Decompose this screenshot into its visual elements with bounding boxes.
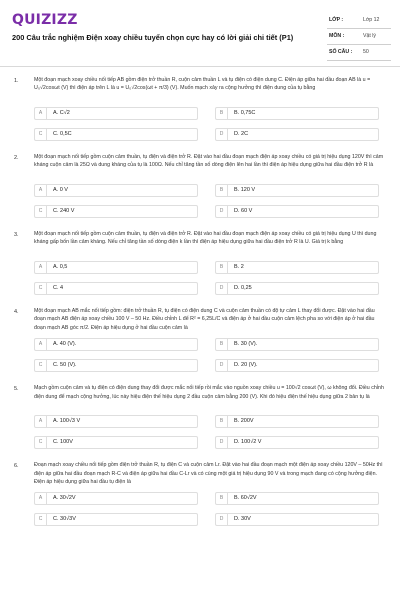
quizizz-logo: QUIZIZZ <box>12 12 78 28</box>
option-b[interactable] <box>215 338 379 351</box>
option-letter: D <box>216 206 228 217</box>
option-text: B. 120 V <box>234 187 256 193</box>
meta-row-grade <box>327 13 391 29</box>
meta-row-subject <box>327 29 391 45</box>
option-letter: A <box>35 108 47 119</box>
question-number: 4. <box>14 309 19 315</box>
option-b[interactable] <box>215 184 379 197</box>
option-b[interactable] <box>215 261 379 274</box>
option-text: C. 0,5C <box>53 131 72 137</box>
meta-value: Lớp 12 <box>363 17 380 23</box>
option-text: A. 40 (V). <box>53 341 77 348</box>
option-letter: C <box>35 514 47 525</box>
question-5 <box>0 384 400 451</box>
meta-row-question-count <box>327 45 391 61</box>
option-text: A. 0,5 <box>53 264 68 270</box>
meta-key: SỐ CÂU : <box>329 49 353 55</box>
question-number: 6. <box>14 463 19 470</box>
option-text: D. 20 (V). <box>234 362 258 369</box>
question-3 <box>0 230 400 297</box>
option-text: D. 0,25 <box>234 285 252 291</box>
answer-options <box>0 107 400 143</box>
option-letter: B <box>216 416 228 427</box>
option-letter: B <box>216 185 228 196</box>
answer-options <box>0 492 400 528</box>
option-text: B. 200V <box>234 418 254 425</box>
option-text: D. 2C <box>234 131 249 137</box>
question-6 <box>0 461 400 528</box>
answer-options <box>0 261 400 297</box>
option-letter: C <box>35 360 47 371</box>
option-text: D. 30V <box>234 516 251 523</box>
question-number: 3. <box>14 232 19 238</box>
option-c[interactable] <box>34 513 198 526</box>
option-d[interactable] <box>215 205 379 218</box>
page-header <box>0 0 400 62</box>
option-text: C. 100V <box>53 439 73 446</box>
answer-options <box>0 184 400 220</box>
question-number: 1. <box>14 78 19 84</box>
option-letter: C <box>35 129 47 140</box>
question-text: Mạch gồm cuộn cảm và tụ điện có điện dung thay đổi được mắc nối tiếp rồi mắc vào nguồn xoay chiều u = 100√2 cosωt (V), ω không đổi. Điều chỉnh điện dung để mạch cộng hưởng, lúc này hiệu điện thế hiệu dụng 2 đầu cuộn cảm bằng 200 (V). Khi đó hiệu điện thế hiệu dụng giữa 2 bản tụ là <box>34 385 384 400</box>
option-d[interactable] <box>215 513 379 526</box>
option-text: D. 60 V <box>234 208 253 214</box>
option-text: C. 240 V <box>53 208 75 214</box>
option-letter: B <box>216 339 228 350</box>
option-text: B. 0,75C <box>234 110 256 116</box>
option-letter: A <box>35 185 47 196</box>
option-a[interactable] <box>34 261 198 274</box>
question-text: Một đoạn mạch xoay chiều nối tiếp AB gồm điện trở thuần R, cuộn cảm thuần L và tụ điện có điện dung C. Điện áp giữa hai đầu đoạn AB là u = U₀√2cosωt (V) thì điện áp trên L là u = U₀√2cos(ωt + π/3) (V). Muốn mạch xảy ra cộng hưởng thì điện dung của tụ bằng <box>34 77 371 92</box>
meta-key: MÔN : <box>329 33 345 39</box>
option-text: B. 2 <box>234 264 244 270</box>
page-title: 200 Câu trắc nghiệm Điện xoay chiều tuyển chọn cực hay có lời giải chi tiết (P1) <box>12 33 294 42</box>
question-text: Một đoạn mạch nối tiếp gồm cuộn cảm thuần, tụ điện và điện trở R. Đặt vào hai đầu đoạn mạch điện áp xoay chiều có giá trị hiệu dụng U thì dung kháng gấp bốn lần cảm kháng. Nếu chỉ tăng tần số dòng điện k lần thì điện áp hiệu dụng giữa hai đầu điện trở R là U. Giá trị k bằng <box>34 231 377 246</box>
question-4 <box>0 307 400 374</box>
option-text: A. 0 V <box>53 187 68 193</box>
option-text: A. 30√2V <box>53 495 76 502</box>
option-text: A. 100√3 V <box>53 418 81 425</box>
option-letter: B <box>216 108 228 119</box>
option-letter: B <box>216 493 228 504</box>
option-letter: D <box>216 129 228 140</box>
option-b[interactable] <box>215 107 379 120</box>
meta-value: Vật lý <box>363 33 376 39</box>
option-text: B. 60√2V <box>234 495 257 502</box>
meta-table <box>327 13 391 61</box>
option-text: A. C√2 <box>53 110 70 116</box>
option-letter: D <box>216 283 228 294</box>
option-letter: B <box>216 262 228 273</box>
option-letter: D <box>216 514 228 525</box>
option-a[interactable] <box>34 415 198 428</box>
option-c[interactable] <box>34 436 198 449</box>
option-letter: C <box>35 437 47 448</box>
option-letter: A <box>35 493 47 504</box>
option-letter: A <box>35 262 47 273</box>
option-c[interactable] <box>34 205 198 218</box>
meta-key: LỚP : <box>329 17 344 23</box>
header-divider <box>0 66 400 67</box>
answer-options <box>0 338 400 374</box>
option-a[interactable] <box>34 184 198 197</box>
option-letter: C <box>35 283 47 294</box>
option-c[interactable] <box>34 282 198 295</box>
option-letter: D <box>216 437 228 448</box>
option-d[interactable] <box>215 282 379 295</box>
option-d[interactable] <box>215 359 379 372</box>
option-letter: A <box>35 416 47 427</box>
answer-options <box>0 415 400 451</box>
option-a[interactable] <box>34 338 198 351</box>
question-2 <box>0 153 400 220</box>
option-d[interactable] <box>215 128 379 141</box>
meta-value: 50 <box>363 49 369 55</box>
question-1 <box>0 76 400 143</box>
option-b[interactable] <box>215 415 379 428</box>
option-text: C. 50 (V). <box>53 362 77 369</box>
question-list <box>0 76 400 538</box>
option-d[interactable] <box>215 436 379 449</box>
option-letter: D <box>216 360 228 371</box>
option-c[interactable] <box>34 128 198 141</box>
question-text: Một đoạn mạch AB mắc nối tiếp gồm: điện trở thuần R, tụ điện có điện dung C và cuộn cảm thuần có độ tự cảm L thay đổi được. Đặt vào hai đầu đoạn mạch AB điện áp xoay chiều 100 V – 50 Hz. Điều chỉnh L để R² = 6,25L/C và điện áp ở hai đầu cuộn cảm lệch pha so với điện áp ở hai đầu đoạn mạch AB góc π/2. Điện áp hiệu dụng ở hai đầu cuộn cảm là <box>34 308 375 331</box>
option-c[interactable] <box>34 359 198 372</box>
option-text: B. 30 (V). <box>234 341 258 348</box>
question-number: 2. <box>14 155 19 161</box>
option-text: D. 100√2 V <box>234 439 262 446</box>
question-number: 5. <box>14 386 19 393</box>
option-letter: A <box>35 339 47 350</box>
question-text: Đoạn mạch xoay chiều nối tiếp gồm điện trở thuần R, tụ điện C và cuộn cảm Lr. Đặt vào hai đầu đoạn mạch một điện áp xoay chiều 120V – 50Hz thì điện áp giữa hai đầu đoạn mạch R-C và điện áp giữa hai đầu C-Lr và có cùng một giá trị hiệu dụng 90 V và trong mạch đang có cộng hưởng điện. Điện áp hiệu dụng giữa hai đầu tụ điện là <box>34 462 383 486</box>
option-b[interactable] <box>215 492 379 505</box>
option-a[interactable] <box>34 107 198 120</box>
question-text: Một đoạn mạch nối tiếp gồm cuộn cảm thuần, tụ điện và điện trở R. Đặt vào hai đầu đoạn mạch điện áp xoay chiều có giá trị hiệu dụng 120V thì cảm kháng cuộn cảm là 25Ω và dung kháng của tụ là 100Ω. Nếu chỉ tăng tần số dòng điện lên hai lần thì điện áp hiệu dụng giữa hai đầu điện trở R là <box>34 154 384 169</box>
option-letter: C <box>35 206 47 217</box>
option-text: C. 4 <box>53 285 64 291</box>
option-text: C. 30√3V <box>53 516 76 523</box>
option-a[interactable] <box>34 492 198 505</box>
